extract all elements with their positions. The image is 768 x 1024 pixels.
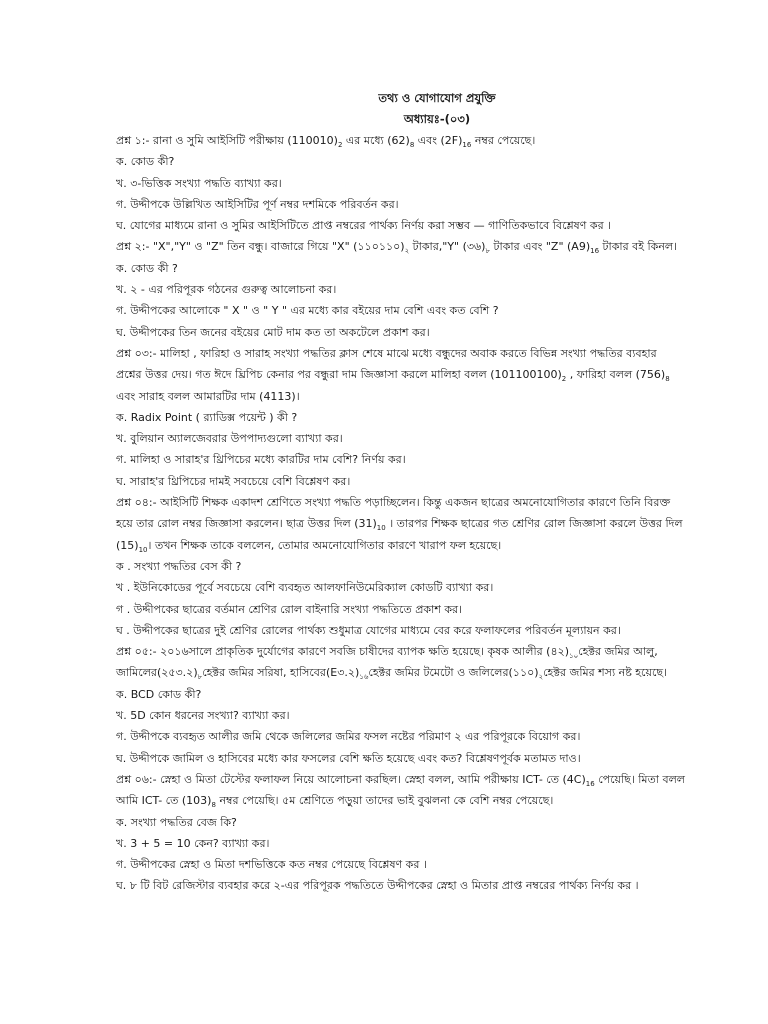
q5-part-kh: খ. 5D কোন ধরনের সংখ্যা? ব্যাখ্যা কর। [116,709,290,723]
q3-part-g: গ. মালিহা ও সারাহ'র থ্রিপিচের মধ্যে কারটির দাম বেশি? নির্ণয় কর। [116,453,406,467]
q6-part-k: ক. সংখ্যা পদ্ধতির বেজ কি? [116,815,237,829]
q1-stem: প্রশ্ন ১:- রানা ও সুমি আইসিটি পরীক্ষায় $(110010)_2$ এর মধ্যে $(62)_8$ এবং $(2F)_{16}$ নম্বর পেয়েছে। [116,134,536,149]
q6-part-kh: খ. 3 + 5 = 10 কেন? ব্যাখ্যা কর। [116,836,270,850]
q4-part-kh: খ . ইউনিকোডের পূর্বে সবচেয়ে বেশি ব্যবহৃত আলফানিউমেরিক্যাল কোডটি ব্যাখ্যা কর। [116,581,494,595]
q1-part-g: গ. উদ্দীপকে উল্লিখিত আইসিটির পূর্ণ নম্বর দশমিকে পরিবর্তন কর। [116,197,399,211]
q4-stem-line3: $(15)_{10}।$ তখন শিক্ষক তাকে বললেন, তোমার অমনোযোগিতার কারণে খারাপ ফল হয়েছে। [116,538,502,554]
q5-stem-line1: প্রশ্ন ০৫:- ২০১৬সালে প্রাকৃতিক দুর্যোগের কারণে সবজি চাষীদের ব্যাপক ক্ষতি হয়েছে। কৃষক আলীর $(৪২)_{১০}হেক্টর$ জমির আলু, [116,645,658,661]
q2-stem: প্রশ্ন ২:- "X","Y" ও "Z" তিন বন্ধু। বাজারে গিয়ে "X" $(১১০১১০)_২$ টাকার,"Y" $(৩৬)_৮$ টাকার এবং "Z" $(A9)_{16}$ টাকার বই কিনল। [116,240,678,256]
q1-part-kh: খ. ৩-ভিত্তিক সংখ্যা পদ্ধতি ব্যাখ্যা কর। [116,176,282,190]
q2-part-gh: ঘ. উদ্দীপকের তিন জনের বইয়ের মোট দাম কত তা অকটেলে প্রকাশ কর। [116,325,430,339]
q2-part-g: গ. উদ্দীপকের আলোকে " X " ও " Y " এর মধ্যে কার বইয়ের দাম বেশি এবং কত বেশি ? [116,304,499,318]
q5-part-gh: ঘ. উদ্দীপকে জামিল ও হাসিবের মধ্যে কার ফসলের বেশি ক্ষতি হয়েছে এবং কত? বিশ্লেষণপূর্বক মতামত দাও। [116,751,581,765]
q3-stem-line3: এবং সারাহ বলল আমারটির দাম (4113)। [116,389,300,403]
q4-part-k: ক . সংখ্যা পদ্ধতির বেস কী ? [116,559,242,573]
q3-part-kh: খ. বুলিয়ান অ্যালজেবরার উপপাদ্যগুলো ব্যাখ্যা কর। [116,432,343,446]
q2-part-k: ক. কোড কী ? [116,261,178,275]
q2-part-kh: খ. ২ - এর পরিপূরক গঠনের গুরুত্ব আলোচনা কর। [116,283,337,297]
q5-stem-line2: $জামিলের(২৫৩.২)_৮হেক্টর$ জমির সরিষা, $হাসিবের(E৩.২)_{১৬}হেক্টর$ জমির টমেটো ও $জলিলের(১১০)_২হেক্টর$ জমির শস্য নষ্ট হয়েছে। [116,666,667,682]
q4-stem-line2: হয়ে তার রোল নম্বর জিজ্ঞাসা করলেন। ছাত্র উত্তর দিল $(31)_{10}$ । তারপর শিক্ষক ছাত্রের গত শ্রেণির রোল জিজ্ঞাসা করলে উত্তর দিল [116,517,683,533]
q6-stem-line1: প্রশ্ন ০৬:- স্নেহা ও মিতা টেস্টের ফলাফল নিয়ে আলোচনা করছিল। স্নেহা বলল, আমি পরীক্ষায় ICT- তে $(4C)_{16}$ পেয়েছি। মিতা বলল [116,772,685,788]
q5-part-k: ক. BCD কোড কী? [116,687,202,701]
q3-stem-line1: প্রশ্ন ০৩:- মালিহা , ফারিহা ও সারাহ সংখ্যা পদ্ধতির ক্লাস শেষে মাঝে মধ্যে বন্ধুদের অবাক করতে বিভিন্ন সংখ্যা পদ্ধতির ব্যবহার [116,346,657,360]
q3-part-k: ক. Radix Point ( র‍্যাডিক্স পয়েন্ট ) কী ? [116,410,298,424]
q3-stem-line2: প্রশ্নের উত্তর দেয়। গত ঈদে ঘ্রিপিচ কেনার পর বন্ধুরা দাম জিজ্ঞাসা করলে মালিহা বলল $(101100100)_2$ , ফারিহা বলল $(756)_8$ [116,368,670,384]
q6-part-gh: ঘ. ৮ টি বিট রেজিস্টার ব্যবহার করে ২-এর পরিপূরক পদ্ধতিতে উদ্দীপকের স্নেহা ও মিতার প্রাপ্ত নম্বরের পার্থক্য নির্ণয় কর । [116,879,639,893]
doc-title: তথ্য ও যোগাযোগ প্রযুক্তি [378,91,496,105]
q6-part-g: গ. উদ্দীপকের স্নেহা ও মিতা দশভিত্তিকে কত নম্বর পেয়েছে বিশ্লেষণ কর । [116,858,427,872]
q5-part-g: গ. উদ্দীপকে ব্যবহৃত আলীর জমি থেকে জলিলের জমির ফসল নষ্টের পরিমাণ ২ এর পরিপূরকে বিয়োগ কর। [116,730,581,744]
q1-part-k: ক. কোড কী? [116,155,175,169]
q6-stem-line2: আমি ICT- তে $(103)_8$ নম্বর পেয়েছি। ৫ম শ্রেণিতে পড়ুয়া তাদের ভাই বুঝলনা কে বেশি নম্বর পেয়েছে। [116,794,554,810]
chapter-heading: অধ্যায়ঃ-(০৩) [403,112,471,126]
q4-part-g: গ . উদ্দীপকের ছাত্রের বর্তমান শ্রেণির রোল বাইনারি সংখ্যা পদ্ধতিতে প্রকাশ কর। [116,602,462,616]
q4-stem-line1: প্রশ্ন ০৪:- আইসিটি শিক্ষক একাদশ শ্রেণিতে সংখ্যা পদ্ধতি পড়াচ্ছিলেন। কিন্তু একজন ছাত্রের অমনোযোগিতার কারণে তিনি বিরক্ত [116,496,671,510]
q4-part-gh: ঘ . উদ্দীপকের ছাত্রের দুই শ্রেণির রোলের পার্থক্য শুধুমাত্র যোগের মাধ্যমে বের করে ফলাফলের পরিবর্তন মূল্যায়ন কর। [116,623,621,637]
q3-part-gh: ঘ. সারাহ'র থ্রিপিচের দামই সবচেয়ে বেশি বিশ্লেষণ কর। [116,474,351,488]
q1-part-gh: ঘ. যোগের মাধ্যমে রানা ও সুমির আইসিটিতে প্রাপ্ত নম্বরের পার্থক্য নির্ণয় করা সম্ভব — গাণিতিকভাবে বিশ্লেষণ কর । [116,219,612,233]
